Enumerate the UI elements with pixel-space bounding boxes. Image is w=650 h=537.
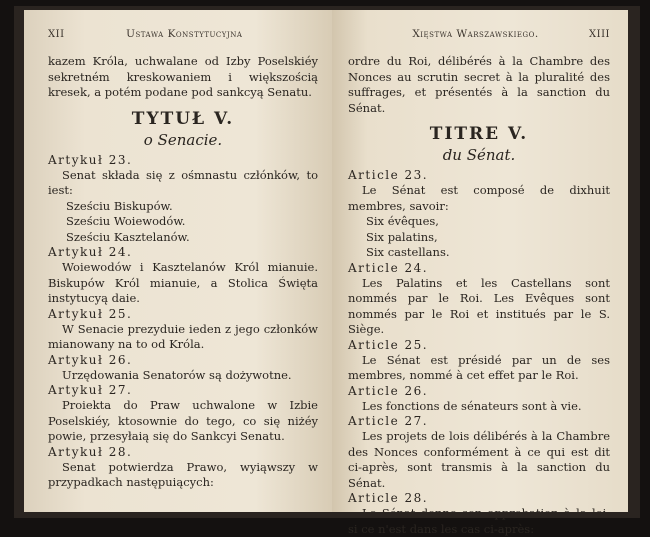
right-art23-item: Six palatins,	[366, 229, 438, 244]
right-art24-text: Les Palatins et les Castellans sont nommés par le Roi. Les Evêques sont nommés par le Roi et institués par le S. Siège.	[348, 275, 610, 336]
right-subtitle: du Sénat.	[442, 146, 516, 164]
right-article-23: Article 23.	[348, 168, 429, 182]
left-subtitle: o Senacie.	[143, 130, 223, 149]
left-art23-item: Sześciu Biskupów.	[66, 198, 173, 213]
left-article-23: Artykuł 23.	[48, 152, 133, 167]
left-art24-text: Woiewodów i Kasztelanów Król mianuie. Biskupów Król mianuie, a Stolica Święta instytucyą daie.	[48, 260, 318, 305]
right-page	[332, 10, 628, 536]
right-running-head	[348, 28, 610, 40]
right-art23-item: Six castellans.	[366, 245, 450, 259]
left-art26-text: Urzędowania Senatorów są dożywotne.	[62, 367, 292, 382]
left-body	[48, 54, 318, 491]
left-article-28: Artykuł 28.	[48, 444, 133, 459]
right-art23-item: Six évêques,	[366, 214, 439, 228]
right-article-24: Article 24.	[348, 260, 429, 275]
right-running-title: Xięstwa Warszawskiego.	[412, 28, 539, 40]
left-art27-text: Proiekta do Praw uchwalone w Izbie Poselskiéy, ktosownie do tego, co się niżéy powie, przesyłaią się do Sankcyi Senatu.	[48, 398, 318, 443]
left-art23-item: Sześciu Kasztelanów.	[66, 229, 190, 244]
right-article-26: Article 26.	[348, 383, 429, 398]
left-title: TYTUŁ V.	[131, 108, 235, 129]
right-article-25: Article 25.	[348, 337, 429, 352]
left-article-25: Artykuł 25.	[48, 306, 133, 321]
left-article-27: Artykuł 27.	[48, 383, 133, 397]
left-article-24: Artykuł 24.	[48, 245, 133, 259]
left-intro-paragraph: kazem Króla, uchwalane od Izby Poselskiéy sekretném kreskowaniem i większością kresek, a potém podane pod sankcyą Senatu.	[48, 54, 318, 99]
left-art28-text: Senat potwierdza Prawo, wyiąwszy w przypadkach następuiących:	[48, 459, 318, 489]
right-title: TITRE V.	[429, 124, 529, 144]
left-page	[24, 10, 332, 512]
right-art23-text: Le Sénat est composé de dixhuit membres, savoir:	[348, 183, 610, 213]
right-art27-text: Les projets de lois délibérés à la Chambre des Nonces conformément à ce qui est dit ci-après, sont transmis à la sanction du Sénat.	[348, 429, 610, 490]
right-article-27: Article 27.	[348, 414, 429, 428]
right-art25-text: Le Sénat est présidé par un de ses membres, nommé à cet effet par le Roi.	[348, 352, 610, 382]
right-page-number: XIII	[589, 29, 610, 40]
right-article-28: Article 28.	[348, 491, 429, 505]
right-body	[348, 54, 610, 537]
left-running-head	[48, 28, 318, 40]
left-page-number: XII	[48, 29, 65, 40]
left-article-26: Artykuł 26.	[48, 352, 133, 367]
left-art23-text: Senat składa się z ośmnastu człónków, to iest:	[48, 167, 318, 197]
right-art26-text: Les fonctions de sénateurs sont à vie.	[362, 398, 582, 413]
left-running-title: Ustawa Konstytucyjna	[126, 28, 243, 40]
open-book	[14, 6, 640, 536]
right-intro-paragraph: ordre du Roi, délibérés à la Chambre des Nonces au scrutin secret à la pluralité des suffrages, et présentés à la sanction du Sénat.	[348, 54, 610, 115]
left-art25-text: W Senacie prezyduie ieden z jego członków mianowany na to od Króla.	[48, 321, 318, 351]
right-art28-text: Le Sénat donne son approbation à la loi, si ce n'est dans les cas ci-après:	[348, 506, 610, 536]
left-art23-item: Sześciu Woiewodów.	[66, 214, 186, 228]
